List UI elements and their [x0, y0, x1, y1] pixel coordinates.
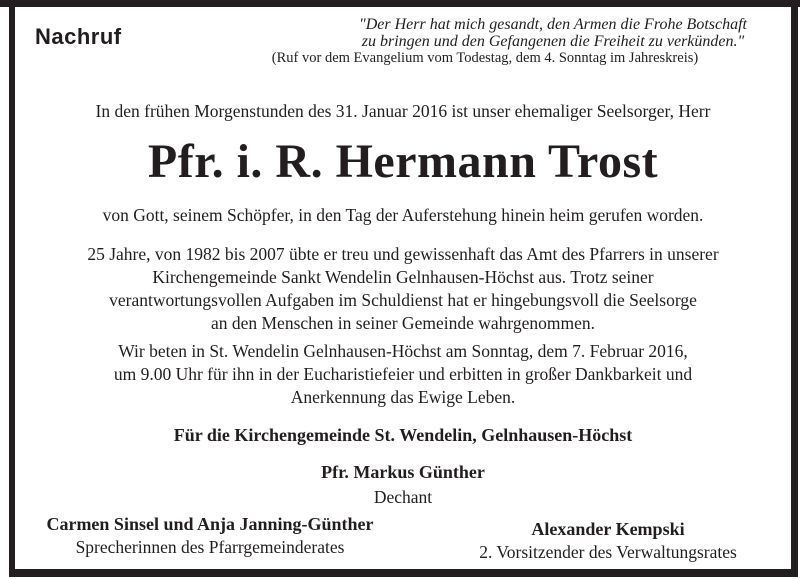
signature-left-name: Carmen Sinsel und Anja Janning-Günther: [46, 514, 374, 534]
quote-source: (Ruf vor dem Evangelium vom Todestag, dem 4. Sonntag im Jahreskreis): [271, 50, 699, 66]
signature-right-title: 2. Vorsitzender des Verwaltungsrates: [479, 542, 737, 562]
scripture-quote: [315, 17, 791, 50]
deceased-name: Pfr. i. R. Hermann Trost: [147, 135, 659, 188]
after-name-line: von Gott, seinem Schöpfer, in den Tag der Auferstehung hinein heim gerufen worden.: [102, 205, 704, 225]
signature-right-name: Alexander Kempski: [531, 519, 685, 539]
paragraph-line: Kirchengemeinde Sankt Wendelin Gelnhausen-Höchst aus. Trotz seiner: [152, 267, 654, 287]
paragraph-line: 25 Jahre, von 1982 bis 2007 übte er treu und gewissenhaft das Amt des Pfarrers in unserer: [87, 244, 719, 264]
top-border-rule: [0, 0, 800, 7]
notice-frame: [9, 7, 798, 577]
paragraph-line: verantwortungsvollen Aufgaben im Schuldienst hat er hingebungsvoll die Seelsorge: [109, 290, 697, 310]
section-label: Nachruf: [35, 24, 122, 49]
paragraph-service-years: [15, 243, 791, 335]
signature-left: [15, 512, 405, 558]
intro-line: In den frühen Morgenstunden des 31. Januar 2016 ist unser ehemaliger Seelsorger, Herr: [95, 101, 711, 121]
paragraph-line: Wir beten in St. Wendelin Gelnhausen-Höchst am Sonntag, dem 7. Februar 2016,: [118, 341, 688, 361]
signature-left-title: Sprecherinnen des Pfarrgemeinderates: [75, 537, 345, 557]
quote-line-1: "Der Herr hat mich gesandt, den Armen die Frohe Botschaft: [359, 16, 747, 33]
paragraph-line: an den Menschen in seiner Gemeinde wahrgenommen.: [210, 313, 596, 333]
congregation-line: Für die Kirchengemeinde St. Wendelin, Gelnhausen-Höchst: [173, 425, 633, 445]
paragraph-line: Anerkennung das Ewige Leben.: [290, 387, 516, 407]
signature-main-title: Dechant: [373, 487, 433, 507]
paragraph-prayer-service: [15, 340, 791, 409]
signature-main-name: Pfr. Markus Günther: [321, 462, 485, 482]
quote-line-2: zu bringen und den Gefangenen die Freiheit zu verkünden.": [361, 32, 745, 50]
signature-right: [425, 517, 791, 563]
paragraph-line: um 9.00 Uhr für ihn in der Eucharistiefeier und erbitten in großer Dankbarkeit und: [113, 364, 693, 384]
